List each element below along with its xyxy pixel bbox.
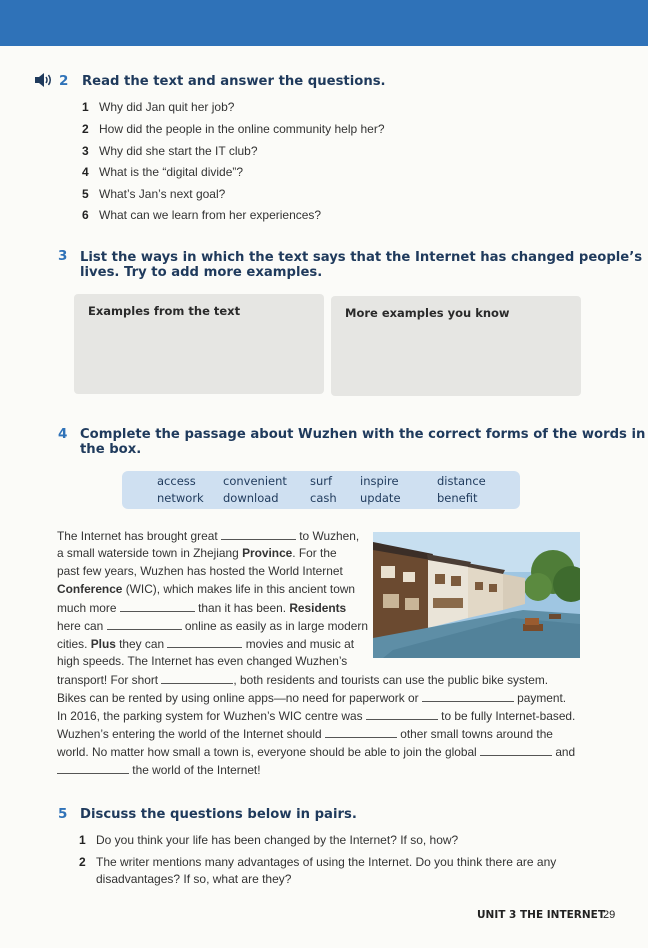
- wuzhen-canal-photo: [373, 532, 580, 658]
- word-item: inspire: [360, 474, 399, 488]
- more-examples-box[interactable]: [331, 296, 581, 396]
- word-item: benefit: [437, 491, 478, 505]
- passage-text: movies and music at: [242, 637, 355, 651]
- section-4-title-line1: Complete the passage about Wuzhen with the correct forms of the words in: [80, 427, 646, 442]
- answer-blank[interactable]: [167, 636, 242, 648]
- audio-speaker-icon[interactable]: [34, 73, 54, 87]
- section-3-title-line2: lives. Try to add more examples.: [80, 265, 323, 280]
- top-color-band: [0, 0, 648, 46]
- section-3-title-line1: List the ways in which the text says that the Internet has changed people’s: [80, 250, 643, 265]
- passage-text: the world of the Internet!: [129, 763, 261, 777]
- discussion-question: [79, 855, 556, 869]
- passage-text: , both residents and tourists can use the public bike system.: [233, 673, 549, 687]
- word-item: network: [157, 491, 204, 505]
- passage-text: world. No matter how small a town is, everyone should be able to join the global: [57, 745, 481, 759]
- passage-line: [57, 690, 566, 706]
- passage-text: here can: [57, 619, 107, 633]
- section-3-number: 3: [58, 248, 68, 264]
- word-item: surf: [310, 474, 333, 488]
- question-number: 1: [79, 833, 86, 847]
- question-number: 5: [82, 187, 89, 201]
- question-text: What can we learn from her experiences?: [99, 208, 322, 222]
- question-item: [82, 187, 225, 201]
- question-text: Do you think your life has been changed by the Internet? If so, how?: [96, 833, 459, 847]
- word-item: convenient: [223, 474, 287, 488]
- passage-text: . For the: [292, 546, 337, 560]
- answer-blank[interactable]: [221, 528, 296, 540]
- passage-line: [57, 636, 354, 652]
- question-item: [82, 165, 243, 179]
- passage-text: Wuzhen’s entering the world of the Internet should: [57, 727, 325, 741]
- question-text: What is the “digital divide”?: [99, 165, 244, 179]
- answer-blank[interactable]: [366, 708, 438, 720]
- section-4-number: 4: [58, 426, 68, 442]
- answer-blank[interactable]: [325, 726, 397, 738]
- passage-text: than it has been.: [194, 601, 290, 615]
- discussion-question-continued: [96, 872, 291, 886]
- passage-text: high speeds. The Internet has even changed Wuzhen’s: [57, 654, 348, 668]
- answer-blank[interactable]: [120, 600, 195, 612]
- passage-text: other small towns around the: [396, 727, 553, 741]
- passage-text: and: [552, 745, 576, 759]
- passage-line: [57, 600, 346, 616]
- question-number: 1: [82, 100, 89, 114]
- passage-text: The Internet has brought great: [57, 529, 221, 543]
- passage-line: [57, 762, 261, 778]
- passage-bold-word: Residents: [289, 601, 347, 615]
- question-item: [82, 208, 321, 222]
- passage-line: [57, 564, 343, 579]
- discussion-question: [79, 833, 458, 847]
- passage-bold-word: Conference: [57, 582, 123, 596]
- passage-line: [57, 672, 548, 688]
- passage-text: much more: [57, 601, 120, 615]
- section-5-number: 5: [58, 806, 68, 822]
- section-4-title-line2: the box.: [80, 442, 142, 457]
- passage-line: [57, 582, 355, 597]
- answer-blank[interactable]: [422, 690, 514, 702]
- question-item: [82, 100, 234, 114]
- passage-line: [57, 654, 347, 669]
- question-text: Why did she start the IT club?: [99, 144, 258, 158]
- answer-blank[interactable]: [480, 744, 552, 756]
- passage-text: to Wuzhen,: [295, 529, 360, 543]
- question-text: How did the people in the online community help her?: [99, 122, 385, 136]
- passage-text: payment.: [513, 691, 567, 705]
- passage-line: [57, 618, 368, 634]
- passage-line: [57, 744, 575, 760]
- section-2-title: Read the text and answer the questions.: [82, 74, 386, 89]
- passage-line: [57, 546, 337, 561]
- question-text: What’s Jan’s next goal?: [99, 187, 226, 201]
- passage-text: cities.: [57, 637, 91, 651]
- word-item: access: [157, 474, 196, 488]
- passage-text: to be fully Internet-based.: [437, 709, 576, 723]
- passage-text: they can: [115, 637, 168, 651]
- passage-line: [57, 726, 553, 742]
- page-number: 29: [603, 909, 616, 921]
- passage-text: transport! For short: [57, 673, 162, 687]
- unit-label: UNIT 3 THE INTERNET: [477, 909, 606, 921]
- question-item: [82, 122, 385, 136]
- answer-blank[interactable]: [107, 618, 182, 630]
- section-5-title: Discuss the questions below in pairs.: [80, 807, 357, 822]
- passage-text: In 2016, the parking system for Wuzhen’s WIC centre was: [57, 709, 366, 723]
- answer-blank[interactable]: [57, 762, 129, 774]
- question-number: 2: [79, 855, 86, 869]
- passage-bold-word: Province: [242, 546, 293, 560]
- question-number: 3: [82, 144, 89, 158]
- word-item: update: [360, 491, 401, 505]
- answer-blank[interactable]: [161, 672, 233, 684]
- word-box: [122, 471, 520, 509]
- examples-from-text-box[interactable]: [74, 294, 324, 394]
- passage-bold-word: Plus: [90, 637, 116, 651]
- section-2-number: 2: [59, 73, 69, 89]
- word-item: cash: [310, 491, 337, 505]
- word-item: download: [223, 491, 279, 505]
- passage-text: a small waterside town in Zhejiang: [57, 546, 243, 560]
- box-label: Examples from the text: [88, 304, 241, 318]
- word-item: distance: [437, 474, 486, 488]
- question-text: The writer mentions many advantages of using the Internet. Do you think there are any: [96, 855, 557, 869]
- passage-text: online as easily as in large modern: [181, 619, 368, 633]
- box-label: More examples you know: [345, 306, 510, 320]
- question-text: disadvantages? If so, what are they?: [96, 872, 292, 886]
- question-item: [82, 144, 258, 158]
- question-text: Why did Jan quit her job?: [99, 100, 235, 114]
- passage-text: (WIC), which makes life in this ancient town: [122, 582, 356, 596]
- passage-line: [57, 708, 575, 724]
- passage-line: [57, 528, 359, 544]
- question-number: 2: [82, 122, 89, 136]
- passage-text: Bikes can be rented by using online apps—no need for paperwork or: [57, 691, 422, 705]
- question-number: 6: [82, 208, 89, 222]
- passage-text: past few years, Wuzhen has hosted the World Internet: [57, 564, 343, 578]
- question-number: 4: [82, 165, 89, 179]
